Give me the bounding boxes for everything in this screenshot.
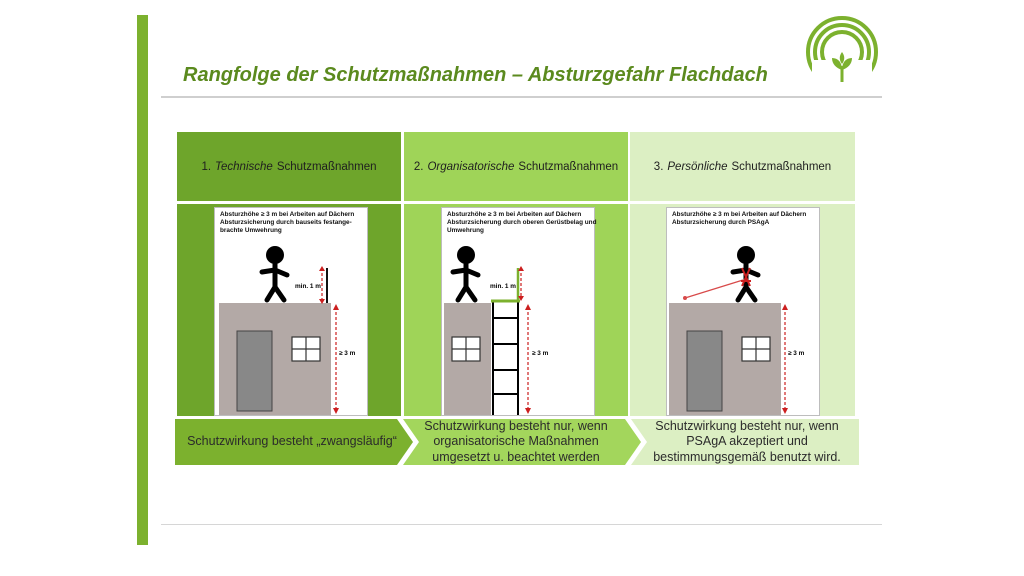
figure-technical-guardrail (214, 207, 368, 416)
stick-figure (262, 246, 287, 300)
header-emphasis: Persönliche (667, 160, 728, 173)
figure-organisational-scaffold (441, 207, 595, 416)
figure-caption: Absturzhöhe ≥ 3 m bei Arbeiten auf Dächern Absturzsicherung durch bauseits festange- brachte Umwehrung (220, 211, 355, 234)
page-title: Rangfolge der Schutzmaßnahmen – Absturzgefahr Flachdach (183, 64, 768, 86)
bottom-divider (161, 524, 882, 525)
header-number: 1. (201, 160, 212, 173)
figure-drawing (667, 208, 819, 415)
accent-bar (137, 15, 148, 545)
figure-personal-harness (666, 207, 820, 416)
min-height-label: min. 1 m (490, 283, 516, 290)
title-divider (161, 96, 882, 98)
scaffold (493, 300, 518, 415)
header-emphasis: Organisatorische (427, 160, 515, 173)
header-rest: Schutzmaßnahmen (731, 160, 832, 173)
header-rest: Schutzmaßnahmen (276, 160, 377, 173)
footer-text-technical: Schutzwirkung besteht „zwangsläufig“ (187, 434, 397, 449)
logo (806, 16, 878, 90)
figure-drawing (442, 208, 594, 415)
min-height-label: min. 1 m (295, 283, 321, 290)
column-header-organisational (404, 132, 628, 201)
building-height-label: ≥ 3 m (532, 350, 549, 357)
figure-drawing (215, 208, 367, 415)
figure-caption: Absturzhöhe ≥ 3 m bei Arbeiten auf Dächern Absturzsicherung durch oberen Gerüstbelag und Umwehrung (447, 211, 597, 234)
header-number: 2. (413, 160, 424, 173)
header-number: 3. (653, 160, 664, 173)
footer-text-personal: Schutzwirkung besteht nur, wenn PSAgA akzeptiert und bestimmungsgemäß benutzt wird. (653, 418, 841, 464)
header-rest: Schutzmaßnahmen (518, 160, 619, 173)
stick-figure (733, 246, 758, 300)
building-height-label: ≥ 3 m (339, 350, 356, 357)
stick-figure (453, 246, 478, 300)
header-emphasis: Technische (215, 160, 273, 173)
building-height-label: ≥ 3 m (788, 350, 805, 357)
column-header-personal (630, 132, 855, 201)
footer-text-organisational: Schutzwirkung besteht nur, wenn organisatorische Maßnahmen umgesetzt u. beachtet werden (424, 418, 608, 464)
figure-caption: Absturzhöhe ≥ 3 m bei Arbeiten auf Dächern Absturzsicherung durch PSAgA (672, 211, 807, 226)
column-header-technical (177, 132, 401, 201)
